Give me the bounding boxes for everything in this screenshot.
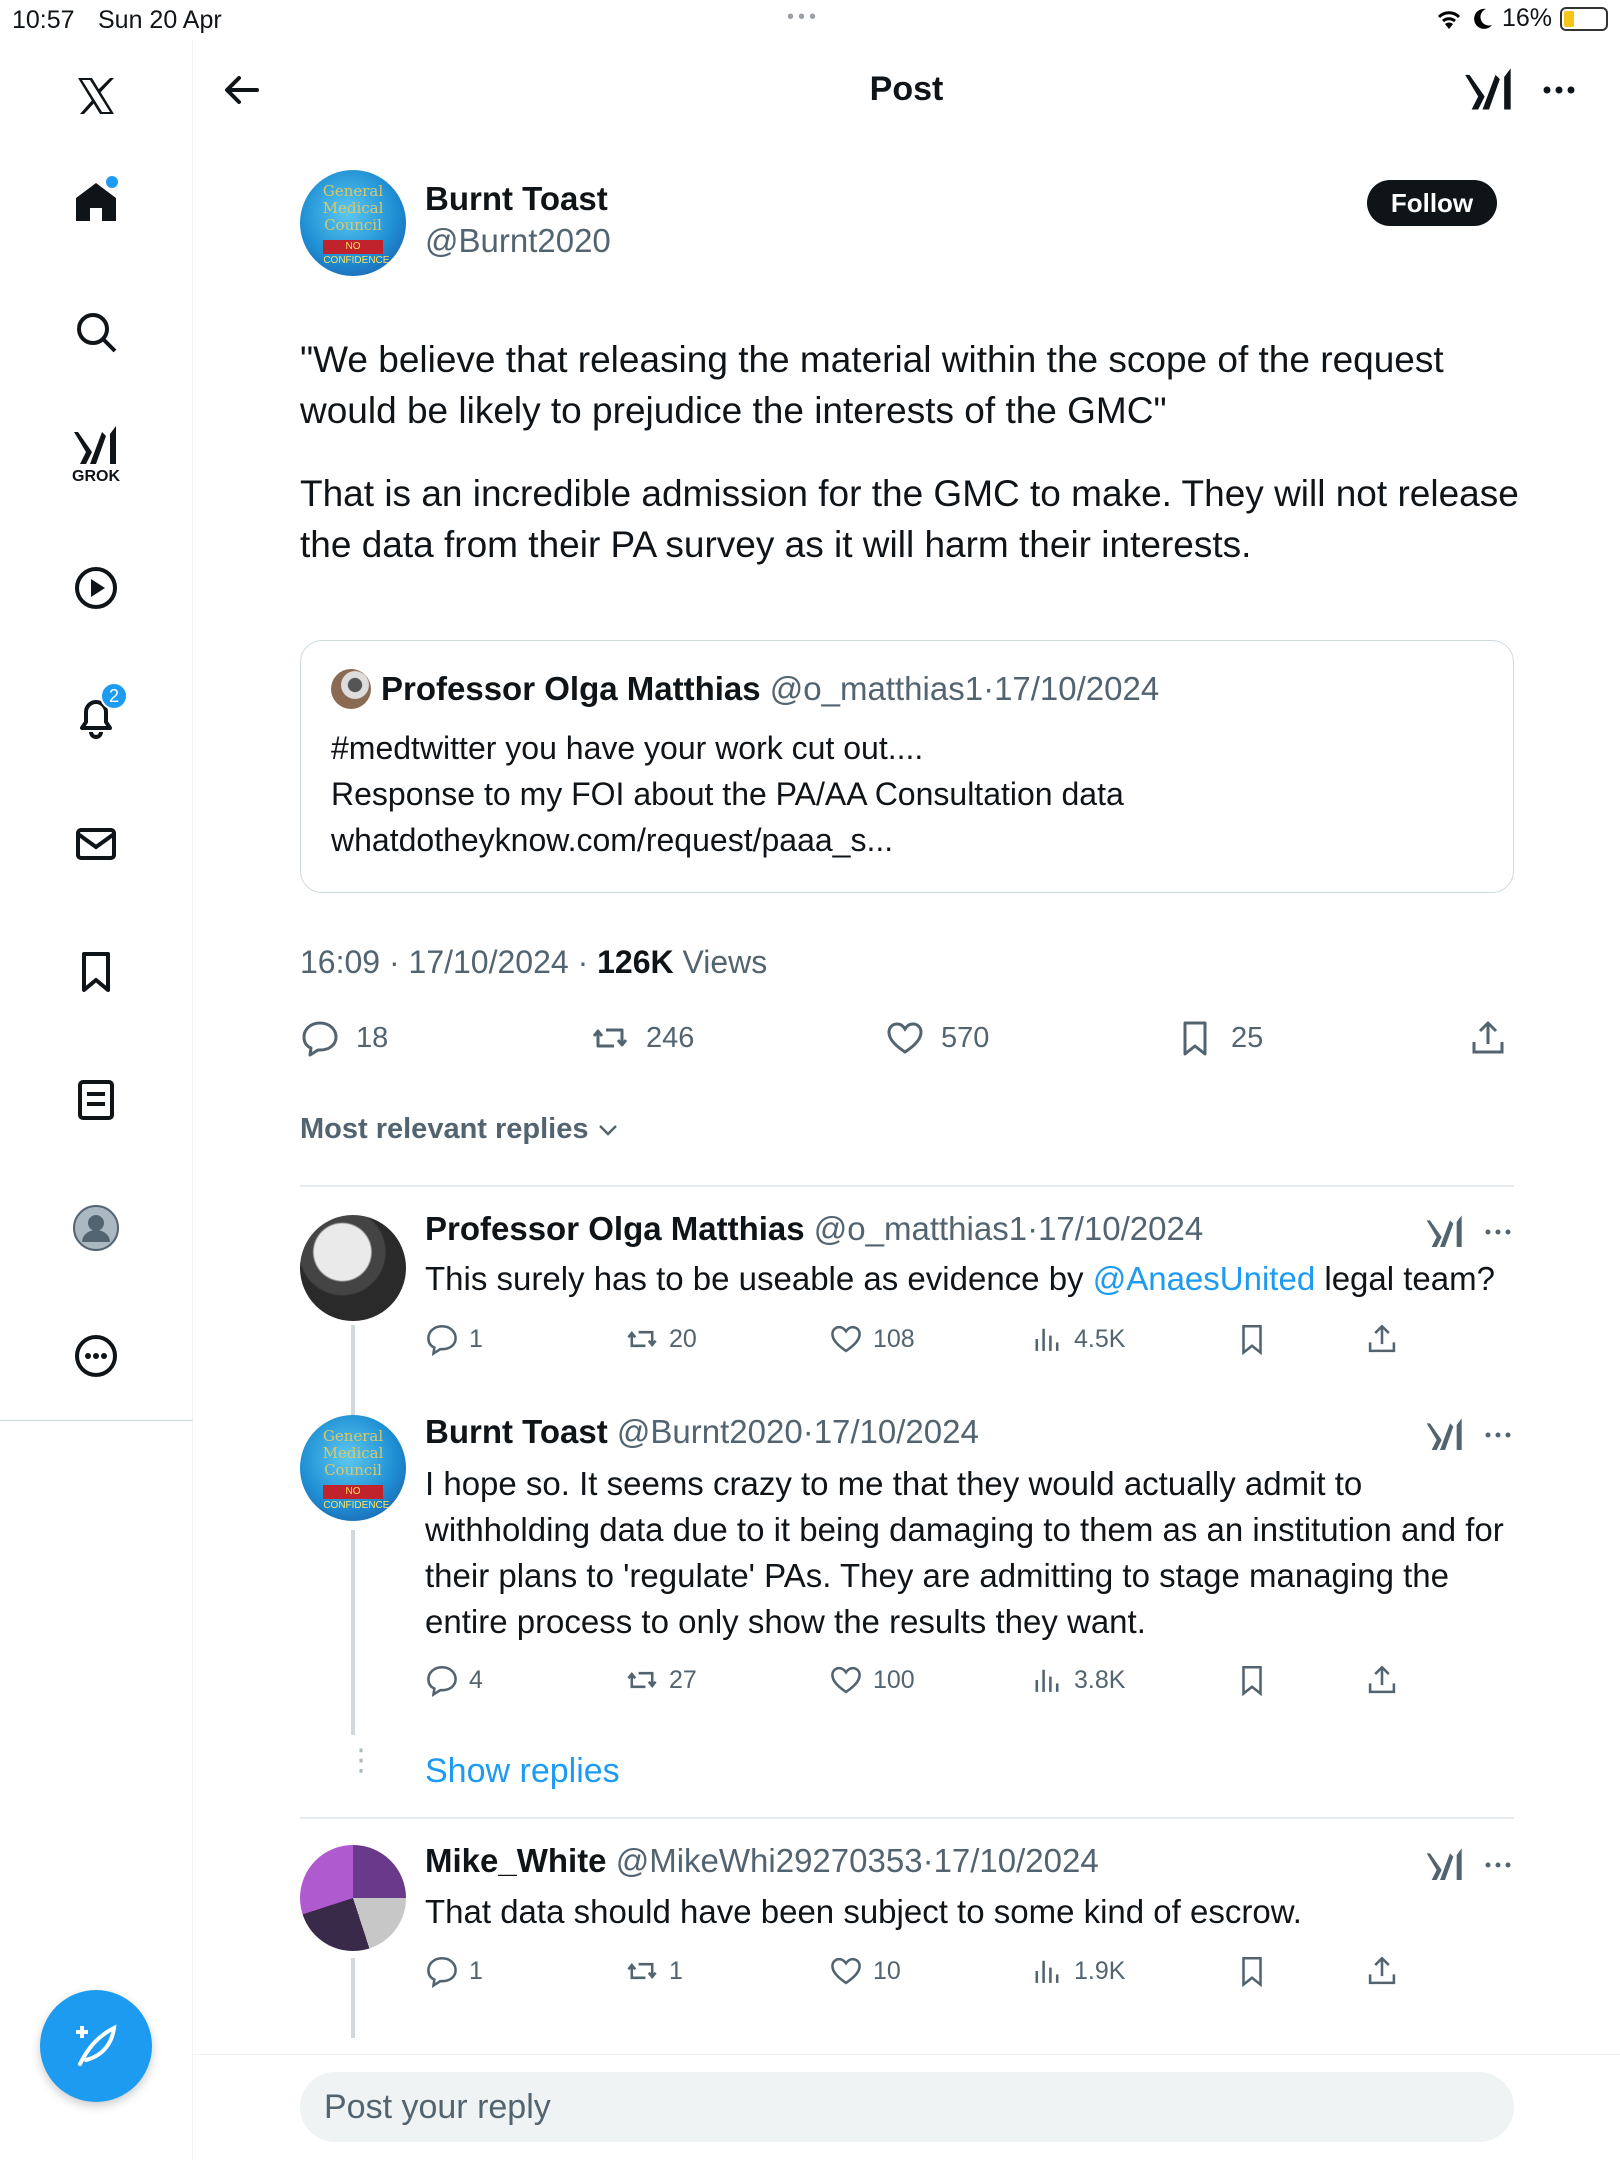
divider <box>300 1817 1514 1819</box>
bookmark-button[interactable] <box>1235 1322 1269 1356</box>
post-text <box>300 334 1520 602</box>
repost-button[interactable]: 1 <box>625 1954 683 1988</box>
reply-date[interactable]: 17/10/2024 <box>813 1413 979 1450</box>
repost-icon <box>625 1954 659 1988</box>
repost-button[interactable]: 27 <box>625 1663 697 1697</box>
bookmark-button[interactable] <box>1235 1663 1269 1697</box>
reply-header: Mike_White @MikeWhi29270353·17/10/2024 <box>425 1842 1099 1879</box>
mention-link[interactable]: @AnaesUnited <box>1092 1260 1316 1297</box>
share-icon <box>1365 1954 1399 1988</box>
bookmark-button[interactable]: 25 <box>1175 1018 1263 1058</box>
share-button[interactable] <box>1365 1663 1399 1697</box>
status-right <box>1434 4 1608 33</box>
repost-icon <box>625 1322 659 1356</box>
reply-input-placeholder: Post your reply <box>324 2087 551 2126</box>
reply-author-handle[interactable]: @o_matthias1 <box>813 1210 1028 1247</box>
messages-icon[interactable] <box>60 808 132 880</box>
more-options-icon[interactable] <box>1478 1845 1518 1885</box>
reply-icon <box>425 1954 459 1988</box>
bookmarks-icon[interactable] <box>60 936 132 1008</box>
more-options-icon[interactable] <box>1478 1415 1518 1455</box>
profile-icon[interactable] <box>60 1192 132 1264</box>
repost-button[interactable]: 20 <box>625 1322 697 1356</box>
heart-icon <box>829 1954 863 1988</box>
reply-avatar[interactable] <box>300 1215 406 1321</box>
reply-actions <box>425 1663 1425 1703</box>
views-label[interactable]: Views <box>682 944 768 980</box>
wifi-icon <box>1434 7 1464 31</box>
home-icon[interactable] <box>60 166 132 238</box>
more-options-icon[interactable] <box>1533 64 1585 116</box>
bookmark-icon <box>1235 1663 1269 1697</box>
views-button[interactable]: 4.5K <box>1030 1322 1125 1356</box>
quoted-post-header: Professor Olga Matthias @o_matthias1 · 17/10/2024 <box>331 669 1159 709</box>
battery-icon <box>1560 7 1608 31</box>
post-date: 17/10/2024 <box>408 944 569 980</box>
views-count: 126K <box>597 944 674 980</box>
grok-icon[interactable] <box>1425 1415 1465 1455</box>
page-title: Post <box>869 70 944 108</box>
bookmark-button[interactable] <box>1235 1954 1269 1988</box>
heart-icon <box>829 1322 863 1356</box>
views-button[interactable]: 1.9K <box>1030 1954 1125 1988</box>
reply-text: That data should have been subject to some kind of escrow. <box>425 1893 1302 1930</box>
like-button[interactable]: 100 <box>829 1663 915 1697</box>
share-icon <box>1365 1322 1399 1356</box>
post-paragraph: That is an incredible admission for the GMC to make. They will not release the data from their PA survey as it will harm their interests. <box>300 473 1519 565</box>
analytics-icon <box>1030 1663 1064 1697</box>
heart-icon <box>885 1018 925 1058</box>
battery-percent: 16% <box>1501 4 1552 32</box>
thread-line <box>351 1958 355 2038</box>
reply-avatar[interactable]: General Medical Council NO CONFIDENCE <box>300 1415 406 1521</box>
analytics-icon <box>1030 1954 1064 1988</box>
reply-author-handle[interactable]: @Burnt2020 <box>616 1413 803 1450</box>
post-paragraph: "We believe that releasing the material within the scope of the request would be likely to prejudice the interests of the GMC" <box>300 339 1444 431</box>
grok-icon[interactable] <box>1463 64 1515 116</box>
quoted-post-date: 17/10/2024 <box>994 670 1160 707</box>
reply-button[interactable]: 1 <box>425 1322 483 1356</box>
reply-icon <box>425 1322 459 1356</box>
views-button[interactable]: 3.8K <box>1030 1663 1125 1697</box>
chevron-down-icon <box>595 1117 621 1143</box>
bookmark-icon <box>1175 1018 1215 1058</box>
lists-icon[interactable] <box>60 1064 132 1136</box>
x-logo-icon[interactable] <box>60 60 132 132</box>
status-time: 10:57 <box>12 6 75 34</box>
search-icon[interactable] <box>60 296 132 368</box>
notifications-icon[interactable] <box>60 680 132 752</box>
reply-author-handle[interactable]: @MikeWhi29270353 <box>615 1842 923 1879</box>
reply-author-name[interactable]: Mike_White <box>425 1842 607 1879</box>
share-icon <box>1365 1663 1399 1697</box>
reply-text: I hope so. It seems crazy to me that they would actually admit to withholding data due to it being damaging to them as an institution and for their plans to 'regulate' PAs. They are admitting to stage managing the entire process to only show the results they want. <box>425 1465 1504 1640</box>
thread-ellipsis: ⋮ <box>346 1744 376 1777</box>
like-button[interactable]: 570 <box>885 1018 989 1058</box>
reply-actions <box>425 1954 1425 1994</box>
sidebar <box>0 40 193 2160</box>
video-icon[interactable] <box>60 552 132 624</box>
quoted-post[interactable] <box>300 640 1514 893</box>
reply-author-name[interactable]: Professor Olga Matthias <box>425 1210 805 1247</box>
reply-actions <box>425 1322 1425 1362</box>
analytics-icon <box>1030 1322 1064 1356</box>
like-button[interactable]: 10 <box>829 1954 901 1988</box>
repost-icon <box>590 1018 630 1058</box>
status-date: Sun 20 Apr <box>98 6 222 34</box>
thread-line <box>351 1530 355 1735</box>
bookmark-icon <box>1235 1322 1269 1356</box>
heart-icon <box>829 1663 863 1697</box>
multitask-dots-icon[interactable]: ••• <box>787 6 821 28</box>
post-actions <box>300 1018 1520 1066</box>
reply-date[interactable]: 17/10/2024 <box>1038 1210 1204 1247</box>
reply-avatar[interactable] <box>300 1845 406 1951</box>
post-time: 16:09 <box>300 944 381 980</box>
more-icon[interactable] <box>60 1320 132 1392</box>
grok-icon[interactable] <box>1425 1212 1465 1252</box>
compose-feather-icon <box>68 2018 124 2074</box>
reply-date[interactable]: 17/10/2024 <box>933 1842 1099 1879</box>
repost-icon <box>625 1663 659 1697</box>
reply-input[interactable] <box>300 2072 1514 2142</box>
follow-button[interactable]: Follow <box>1367 180 1497 226</box>
quoted-author-avatar <box>331 669 371 709</box>
like-button[interactable]: 108 <box>829 1322 915 1356</box>
quoted-post-text: #medtwitter you have your work cut out.... Response to my FOI about the PA/AA Consultation data whatdotheyknow.com/request/paaa_s... <box>331 730 1124 858</box>
reply-icon <box>300 1018 340 1058</box>
unread-dot <box>106 176 118 188</box>
reply-icon <box>425 1663 459 1697</box>
author-avatar[interactable]: General Medical Council NO CONFIDENCE <box>300 170 406 276</box>
repost-button[interactable]: 246 <box>590 1018 694 1058</box>
grok-label: GROK <box>72 468 120 485</box>
reply-sort-dropdown[interactable]: Most relevant replies <box>300 1113 621 1146</box>
reply-button[interactable]: 4 <box>425 1663 483 1697</box>
reply-button[interactable]: 1 <box>425 1954 483 1988</box>
thread-line <box>351 1325 355 1415</box>
post-meta: 16:09 · 17/10/2024 · 126K Views <box>300 944 768 980</box>
author-handle[interactable]: @Burnt2020 <box>425 222 611 259</box>
compose-button[interactable] <box>40 1990 152 2102</box>
share-button[interactable] <box>1365 1954 1399 1988</box>
moon-icon <box>1472 7 1494 31</box>
author-name[interactable]: Burnt Toast <box>425 180 608 217</box>
share-icon <box>1468 1018 1508 1058</box>
bookmark-icon <box>1235 1954 1269 1988</box>
divider <box>300 1185 1514 1187</box>
sidebar-divider <box>0 1420 193 1421</box>
grok-icon[interactable] <box>1425 1845 1465 1885</box>
reply-text: This surely has to be useable as evidence by @AnaesUnited legal team? <box>425 1260 1495 1297</box>
status-bar <box>0 0 1620 40</box>
header <box>193 40 1620 140</box>
reply-button[interactable]: 18 <box>300 1018 388 1058</box>
reply-header: Burnt Toast @Burnt2020·17/10/2024 <box>425 1413 979 1450</box>
more-options-icon[interactable] <box>1478 1212 1518 1252</box>
reply-header: Professor Olga Matthias @o_matthias1·17/10/2024 <box>425 1210 1204 1247</box>
grok-icon[interactable] <box>60 418 132 490</box>
notifications-badge: 2 <box>100 682 128 710</box>
reply-author-name[interactable]: Burnt Toast <box>425 1413 608 1450</box>
show-replies-link[interactable]: Show replies <box>425 1752 620 1790</box>
quoted-author-name: Professor Olga Matthias <box>381 670 761 707</box>
share-button[interactable] <box>1468 1018 1508 1058</box>
share-button[interactable] <box>1365 1322 1399 1356</box>
quoted-author-handle: @o_matthias1 <box>769 670 984 707</box>
